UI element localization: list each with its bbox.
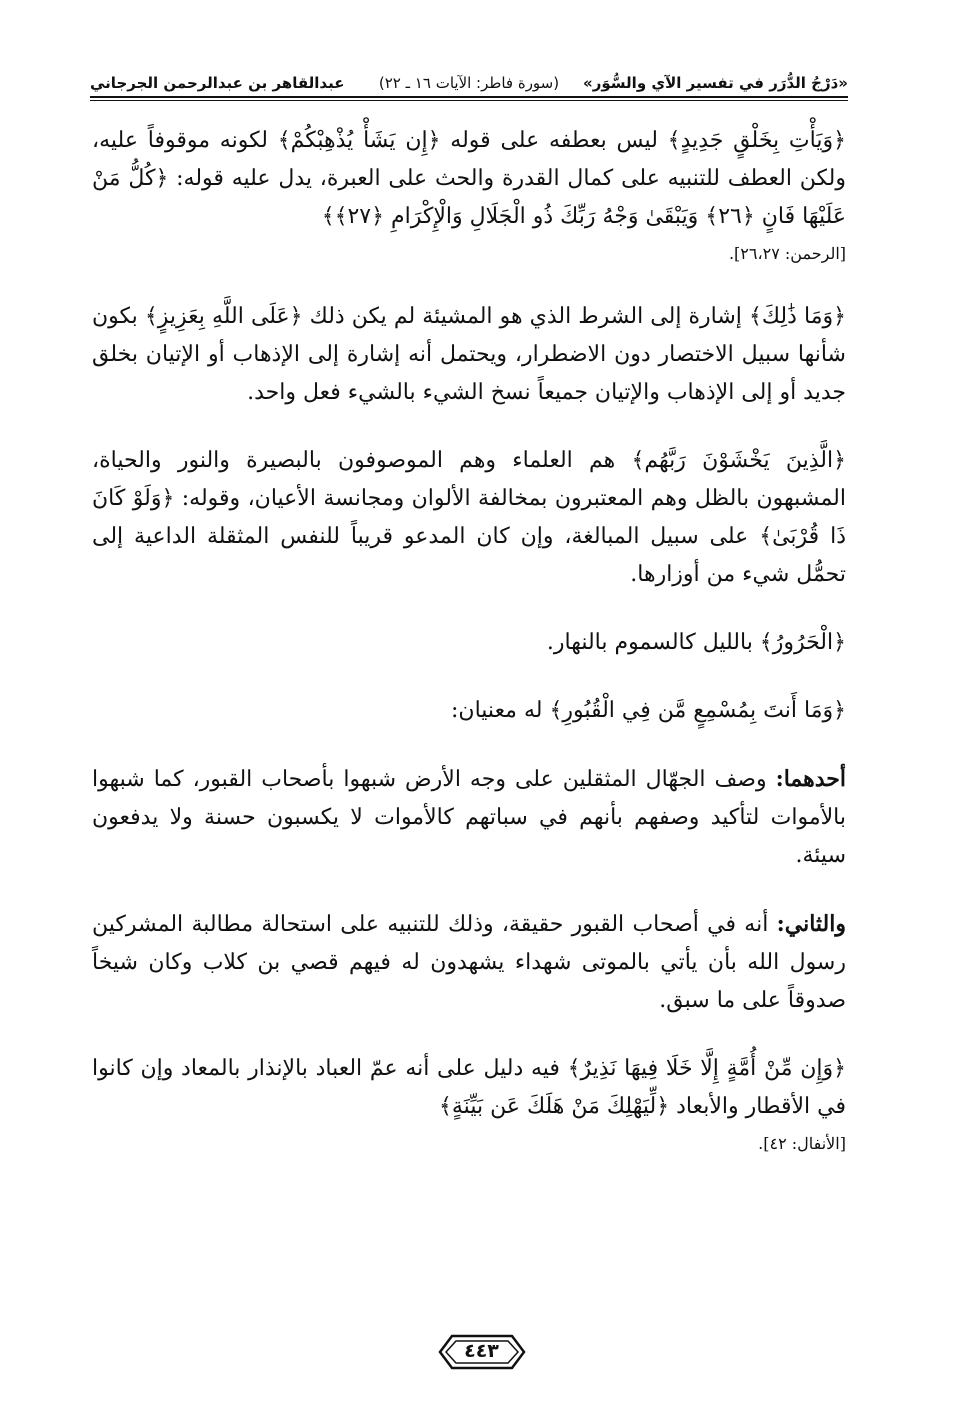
paragraph <box>92 760 846 875</box>
header-rule-thin <box>90 100 848 101</box>
section-title: (سورة فاطر: الآيات ١٦ ـ ٢٢) <box>378 74 560 92</box>
running-header <box>90 58 848 98</box>
citation: [الرحمن: ٢٦،٢٧]. <box>728 244 846 263</box>
page-body <box>92 122 846 1158</box>
paragraph-lead: أحدهما: <box>775 766 846 792</box>
page-number <box>436 1332 528 1372</box>
paragraph: ﴿وَمَا ذَٰلِكَ﴾ إشارة إلى الشرط الذي هو المشيئة لم يكن ذلك ﴿عَلَى اللَّهِ بِعَزِيزٍ﴾ بكون شأنها سبيل الاختصار دون الاضطرار، ويحتمل أنه إشارة إلى الإذهاب أو الإتيان بخلق جديد أو إلى الإذهاب والإتيان جميعاً نسخ الشيء بالشيء فعل واحد. <box>92 304 846 405</box>
header-rule <box>90 96 848 98</box>
paragraph: ﴿وَيَأْتِ بِخَلْقٍ جَدِيدٍ﴾ ليس بعطفه على قوله ﴿إِن يَشَأْ يُذْهِبْكُمْ﴾ لكونه موقوفاً عليه، ولكن العطف للتنبيه على كمال القدرة والحث على العبرة، يدل عليه قوله: ﴿كُلُّ مَنْ عَلَيْهَا فَانٍ ﴿٢٦﴾ وَيَبْقَىٰ وَجْهُ رَبِّكَ ذُو الْجَلَالِ وَالْإِكْرَامِ ﴿٢٧﴾﴾ <box>92 128 846 229</box>
page-number-text: ٤٤٣ <box>464 1340 499 1362</box>
author-name: عبدالقاهر بن عبدالرحمن الجرجاني <box>90 74 345 92</box>
paragraph-text: أنه في أصحاب القبور حقيقة، وذلك للتنبيه على استحالة مطالبة المشركين رسول الله بأن يأتي بالموتى شهداء يشهدون له فيهم قصي بن كلاب وكان شيخاً صدوقاً على ما سبق. <box>92 912 846 1013</box>
paragraph: ﴿وَمَا أَنتَ بِمُسْمِعٍ مَّن فِي الْقُبُورِ﴾ له معنيان: <box>451 698 846 723</box>
paragraph-lead: والثاني: <box>776 911 846 937</box>
citation: [الأنفال: ٤٢]. <box>758 1134 846 1153</box>
paragraph-text: وصف الجهّال المثقلين على وجه الأرض شبهوا بأصحاب القبور، كما شبهوا بالأموات لتأكيد وصفهم بأنهم في سباتهم كالأموات لا يكسبون حسنة ولا يدفعون سيئة. <box>92 767 846 868</box>
paragraph <box>92 905 846 1020</box>
book-title: «دَرْجُ الدُّرَر في تفسير الآي والسُّوَر» <box>583 74 848 92</box>
paragraph: ﴿وَإِن مِّنْ أُمَّةٍ إِلَّا خَلَا فِيهَا نَذِيرٌ﴾ فيه دليل على أنه عمّ العباد بالإنذار بالمعاد وإن كانوا في الأقطار والأبعاد ﴿لِّيَهْلِكَ مَنْ هَلَكَ عَن بَيِّنَةٍ﴾ <box>92 1056 846 1119</box>
paragraph: ﴿الَّذِينَ يَخْشَوْنَ رَبَّهُم﴾ هم العلماء وهم الموصوفون بالبصيرة والنور والحياة، المشبهون بالظل وهم المعتبرون بمخالفة الألوان ومجانسة الأعيان، وقوله: ﴿وَلَوْ كَانَ ذَا قُرْبَىٰ﴾ على سبيل المبالغة، وإن كان المدعو قريباً للنفس المثقلة الداعية إلى تحمُّل شيء من أوزارها. <box>92 448 846 587</box>
paragraph: ﴿الْحَرُورُ﴾ بالليل كالسموم بالنهار. <box>546 630 846 655</box>
